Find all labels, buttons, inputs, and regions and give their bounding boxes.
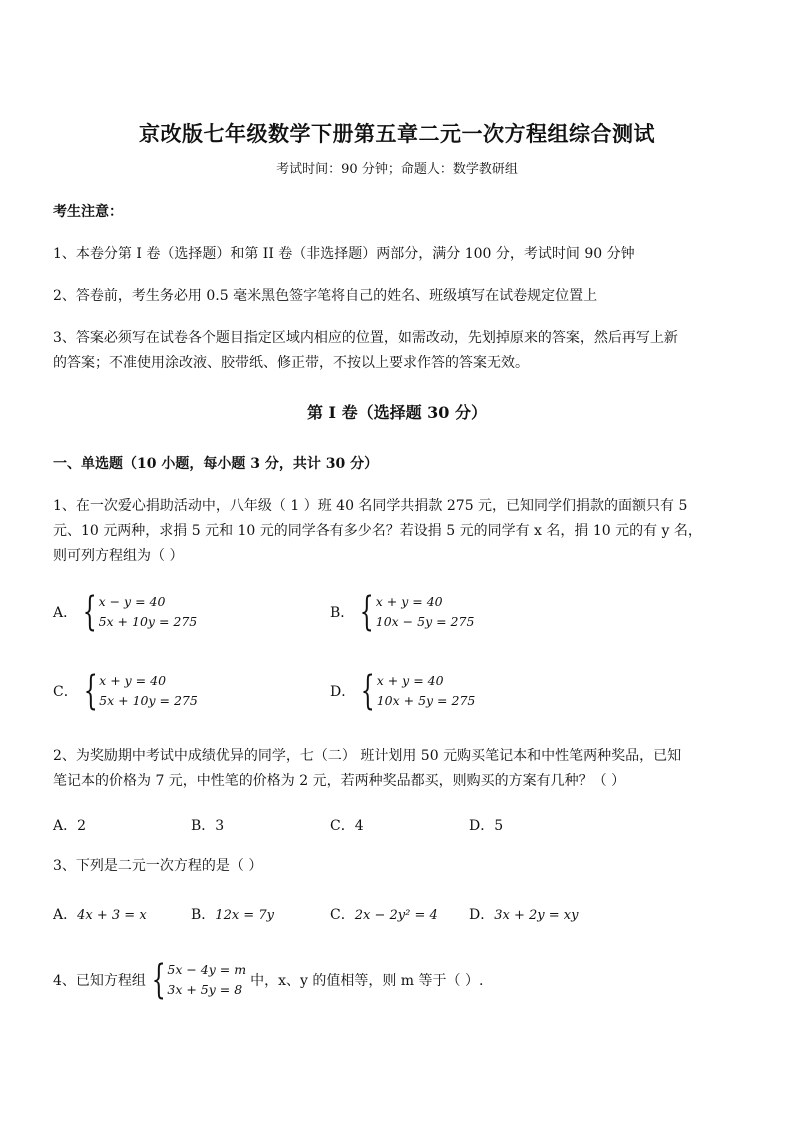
equation: x + y = 40 (99, 673, 167, 688)
q1-option-b[interactable] (330, 589, 475, 635)
equation: x + y = 40 (376, 673, 444, 688)
q3-option-c[interactable] (330, 904, 438, 924)
equation: x + y = 40 (375, 594, 443, 609)
brace: { (83, 668, 98, 714)
q1-line-2: 元、10 元两种，求捐 5 元和 10 元的同学各有多少名？若设捐 5 元的同学有 x 名，捐 10 元的有 y 名， (53, 523, 702, 539)
expression: 2x − 2y² = 4 (354, 908, 438, 923)
q3-line: 3、下列是二元一次方程的是（ ） (53, 858, 263, 874)
q1-line-1: 1、在一次爱心捐助活动中，八年级（ 1 ）班 40 名同学共捐款 275 元，已知同学们捐款的面额只有 5 (53, 498, 688, 514)
q3-option-b[interactable] (191, 904, 274, 924)
notes-heading: 考生注意： (53, 204, 123, 220)
brace: { (360, 589, 375, 635)
section-heading: 一、单选题（10 小题，每小题 3 分，共计 30 分） (53, 456, 379, 472)
q1-line-3: 则可列方程组为（ ） (53, 548, 184, 564)
notes-item-1: 1、本卷分第 I 卷（选择题）和第 II 卷（非选择题）两部分，满分 100 分，考试时间 90 分钟 (53, 246, 635, 262)
option-label: A． (53, 907, 78, 923)
brace: { (82, 589, 97, 635)
option-label: B． (330, 605, 355, 621)
expression: 12x = 7y (215, 908, 274, 923)
q2-option-d[interactable]: D．5 (469, 818, 504, 834)
brace: { (151, 957, 166, 1003)
option-label: C． (53, 684, 78, 700)
option-label: D． (469, 907, 495, 923)
q1-option-d[interactable] (330, 668, 476, 714)
equation: 5x + 10y = 275 (98, 614, 198, 629)
expression: 4x + 3 = x (77, 908, 147, 923)
notes-item-3: 3、答案必须写在试卷各个题目指定区域内相应的位置，如需改动，先划掉原来的答案，然后再写上新 (53, 330, 678, 346)
q2-line-2: 笔记本的价格为 7 元，中性笔的价格为 2 元，若两种奖品都买，则购买的方案有几种？（ ） (53, 773, 626, 789)
equation: x − y = 40 (98, 594, 166, 609)
q2-line-1: 2、为奖励期中考试中成绩优异的同学，七（二） 班计划用 50 元购买笔记本和中性笔两种奖品，已知 (53, 748, 682, 764)
equation: 5x + 10y = 275 (99, 693, 198, 708)
q2-option-b[interactable]: B．3 (191, 818, 225, 834)
q3-option-d[interactable] (469, 904, 578, 924)
option-label: B． (191, 907, 216, 923)
equation: 10x − 5y = 275 (375, 614, 475, 629)
q1-option-c[interactable] (53, 668, 198, 714)
option-label: D． (330, 684, 356, 700)
notes-item-2: 2、答卷前，考生务必用 0.5 毫米黑色签字笔将自己的姓名、班级填写在试卷规定位置上 (53, 288, 598, 304)
q1-option-a[interactable] (53, 589, 198, 635)
document-subtitle: 考试时间：90 分钟；命题人：数学教研组 (276, 162, 518, 177)
brace: { (360, 668, 375, 714)
option-label: C． (330, 907, 355, 923)
equation: 10x + 5y = 275 (376, 693, 476, 708)
notes-item-3-continued: 的答案；不准使用涂改液、胶带纸、修正带，不按以上要求作答的答案无效。 (53, 355, 529, 371)
q2-option-c[interactable]: C．4 (330, 818, 364, 834)
equation: 5x − 4y = m (167, 962, 247, 977)
part1-title: 第 I 卷（选择题 30 分） (306, 403, 488, 422)
equation: 3x + 5y = 8 (167, 982, 243, 997)
q4-prefix: 4、已知方程组 (53, 973, 146, 989)
q4-suffix: 中，x、y 的值相等，则 m 等于（ ）. (250, 973, 484, 989)
q3-option-a[interactable] (53, 904, 147, 924)
expression: 3x + 2y = xy (494, 908, 579, 923)
option-label: A． (53, 605, 78, 621)
document-title: 京改版七年级数学下册第五章二元一次方程组综合测试 (139, 121, 655, 146)
q4-question (53, 957, 484, 1003)
q2-option-a[interactable]: A．2 (53, 818, 87, 834)
